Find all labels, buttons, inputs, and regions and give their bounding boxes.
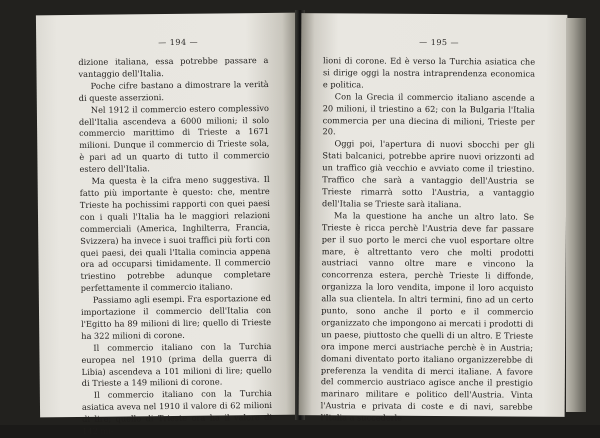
paragraph: lioni di corone. Ed è verso la Turchia asiatica che si dirige oggi la nostra intraprendenza economica e politica. — [322, 55, 536, 90]
right-page-body — [321, 55, 536, 426]
paragraph: Ma la questione ha anche un altro lato. Se Trieste è ricca perchè l'Austria deve far passare per il suo porto le merci che vuol esportare oltre mare, è altrettanto vero che molti prodotti austriaci vanno oltre mare e vincono la concorrenza estera, perchè Trieste li diffonde, organizza la loro vendita, impone il loro acquisto alla sua clientela. In altri termini, fino ad un certo punto, sono anche il porto e il commercio organizzato che impongono ai mercati i prodotti di un paese, piuttosto che quelli di un altro. E Trieste ora impone merci austriache perchè è in Austria; domani diventato porto italiano organizzerebbe di preferenza la vendita di merci italiane. A favore del commercio austriaco agisce anche il prestigio marinaro militare e politico dell'Austria. Vinta l'Austria e privata di coste e di navi, sarebbe l'Italia a succederle — [320, 210, 535, 423]
paragraph: Ma questa è la cifra meno suggestiva. Il fatto più importante è questo: che, mentre Trieste ha pochissimi rapporti con quei paesi con i quali l'Italia ha le maggiori relazioni commerciali (America, Inghilterra, Francia, Svizzera) ha invece i suoi traffici più forti con quei paesi, dei quali l'Italia comincia appena ora ad occuparsi timidamente. Il commercio triestino potrebbe adunque completare perfettamente il commercio italiano. — [79, 174, 271, 294]
paragraph: Passiamo agli esempi. Fra esportazione ed importazione il commercio dell'Italia con l'Egitto ha 89 milioni di lire; quello di Trieste ha 322 milioni di corone. — [80, 293, 272, 341]
right-page — [299, 13, 568, 423]
page-edges — [566, 18, 586, 412]
paragraph: Con la Grecia il commercio italiano ascende a 20 milioni, il triestino a 62; con la Bulgaria l'Italia commercia per una diecina di milioni, Trieste per 20. — [322, 91, 535, 137]
left-page — [36, 13, 302, 437]
paragraph: dizione italiana, essa potrebbe passare a vantaggio dell'Italia. — [78, 54, 269, 79]
paragraph: Oggi poi, l'apertura di nuovi sbocchi per gli Stati balcanici, potrebbe aprire nuovi orizzonti ad un traffico già vecchio e avviato come il triestino. Traffico che sarà a vantaggio dell'Austria se Trieste rimarrà sotto l'Austria, a vantaggio dell'Italia se Trieste sarà italiana. — [322, 138, 535, 210]
paragraph: Nel 1912 il commercio estero complessivo dell'Italia ascendeva a 6000 milioni; il solo commercio marittimo di Trieste a 1671 milioni. Dunque il commercio di Trieste sola, è pari ad un quarto di tutto il commercio estero dell'Italia. — [78, 102, 270, 175]
page-number-right: — 195 — — [419, 37, 460, 48]
left-page-body — [78, 55, 272, 438]
paragraph: Il commercio italiano con la Turchia europea nel 1910 (prima della guerra di Libia) ascendeva a 101 milioni di lire; quello di Trieste a 149 milioni di corone. — [81, 340, 272, 389]
page-number-left: — 194 — — [158, 37, 199, 48]
paragraph: Poche cifre bastano a dimostrare la verità di queste asserzioni. — [78, 78, 269, 103]
paragraph: Il commercio italiano con la Turchia asiatica aveva nel 1910 il valore di 62 milioni di lire; quello di Trieste ora ha il valore di 142 mi- — [81, 388, 273, 437]
